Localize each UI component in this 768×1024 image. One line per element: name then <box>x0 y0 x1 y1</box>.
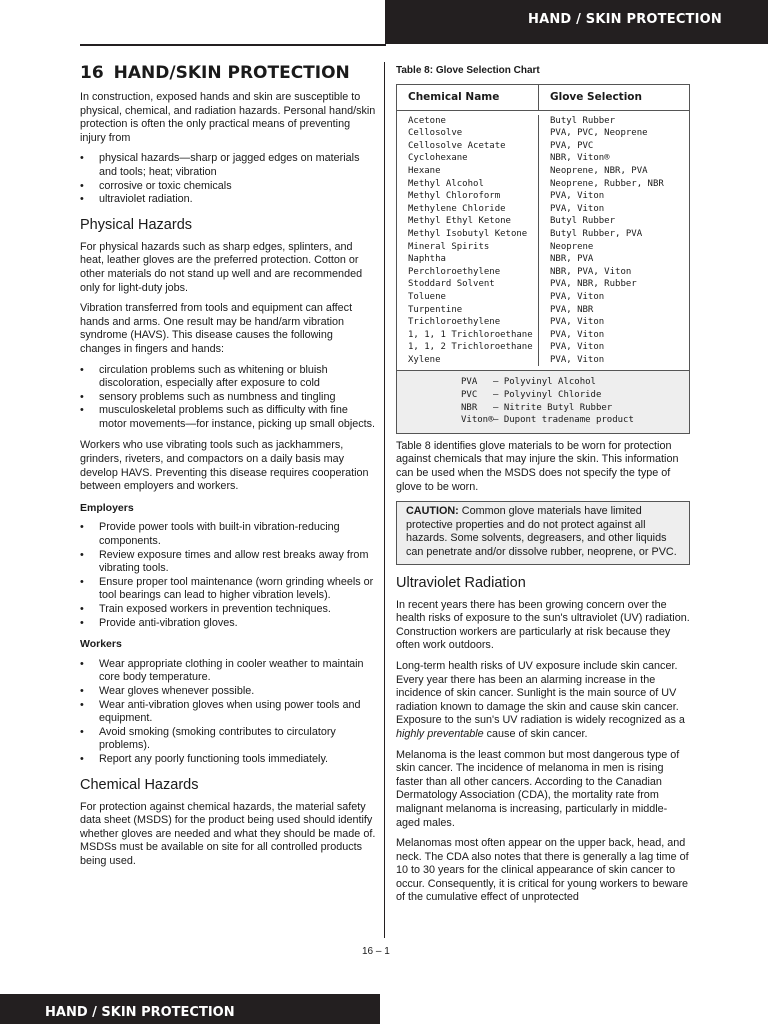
glove-selection-cell: NBR, PVA, Viton <box>550 266 632 277</box>
list-item: • Wear anti-vibration gloves when using power tools and equipment. <box>80 699 376 726</box>
glove-selection-table <box>396 84 690 434</box>
chemical-name-cell: Trichloroethylene <box>397 316 539 329</box>
chemical-name-cell: Mineral Spirits <box>397 241 539 254</box>
uv-paragraph-4: Melanomas most often appear on the upper back, head, and neck. The CDA also notes that there is generally a lag time of 10 to 30 years for the clinical appearance of skin cancer to occur. Consequently, it is critical for young workers to beware of the cumulative effect of unprotected <box>396 837 689 904</box>
glove-selection-cell: NBR, PVA <box>550 254 594 265</box>
table-row <box>397 140 689 153</box>
list-item: • Report any poorly functioning tools immediately. <box>80 753 376 767</box>
list-item: • corrosive or toxic chemicals <box>80 180 376 194</box>
legend-abbreviation: PVC <box>461 390 478 401</box>
chemical-name-cell: 1, 1, 2 Trichloroethane <box>397 341 539 354</box>
header-rule <box>80 44 386 46</box>
glove-selection-cell: PVA, PVC <box>550 140 594 151</box>
footer-title: HAND / SKIN PROTECTION <box>45 1005 235 1020</box>
chemical-name-cell: Cellosolve <box>397 127 539 140</box>
glove-selection-cell: NBR, Viton® <box>550 153 610 164</box>
glove-selection-cell: PVA, Viton <box>550 329 605 340</box>
chemical-name-cell: Methyl Alcohol <box>397 178 539 191</box>
employers-heading: Employers <box>80 501 134 514</box>
table-legend <box>397 371 689 432</box>
uv-paragraph-3: Melanoma is the least common but most dangerous type of skin cancer. The incidence of melanoma in men is rising faster than all other cancers. According to the Canadian Dermatology Association (CDA), the mortality rate from malignant melanoma is increasing, particularly in middle-aged males. <box>396 748 680 829</box>
uv-paragraph-2 <box>396 660 690 742</box>
chemical-name-cell: Methyl Chloroform <box>397 190 539 203</box>
table-row <box>397 115 689 128</box>
list-item: • physical hazards—sharp or jagged edges on materials and tools; heat; vibration <box>80 152 376 179</box>
table-row <box>397 304 689 317</box>
left-column <box>80 62 376 876</box>
column-header-chemical: Chemical Name <box>397 85 539 110</box>
caution-label: CAUTION: <box>406 505 459 518</box>
chemical-name-cell: Toluene <box>397 291 539 304</box>
table-row <box>397 266 689 279</box>
glove-selection-cell: PVA, Viton <box>550 191 605 202</box>
list-item: • Provide anti-vibration gloves. <box>80 617 376 631</box>
chemical-name-cell: Xylene <box>397 354 539 367</box>
physical-hazards-heading: Physical Hazards <box>80 216 193 233</box>
employers-list <box>80 521 376 630</box>
legend-definition: – Dupont tradename product <box>493 415 634 426</box>
glove-selection-cell: Butyl Rubber, PVA <box>550 228 643 239</box>
list-item: • Wear appropriate clothing in cooler weather to maintain core body temperature. <box>80 658 376 685</box>
glove-selection-cell: Neoprene, Rubber, NBR <box>550 178 664 189</box>
table-row <box>397 278 689 291</box>
workers-heading: Workers <box>80 638 122 651</box>
table-row <box>397 190 689 203</box>
page-number: 16 – 1 <box>362 946 390 957</box>
section-title <box>80 62 376 84</box>
glove-selection-cell: PVA, NBR, Rubber <box>550 279 637 290</box>
chemical-name-cell: Methylene Chloride <box>397 203 539 216</box>
table-row <box>397 341 689 354</box>
list-item: • Avoid smoking (smoking contributes to circulatory problems). <box>80 726 376 753</box>
table-row <box>397 178 689 191</box>
legend-abbreviation: Viton® <box>461 415 494 426</box>
table-row <box>397 241 689 254</box>
glove-selection-cell: PVA, Viton <box>550 354 605 365</box>
uv-paragraph-2a: Long-term health risks of UV exposure include skin cancer. Every year there has been an alarming increase in the incidence of skin cancer. Sunlight is the main source of UV radiation known to damage the skin and cause skin cancer. Exposure to the sun's UV radiation is widely recognized as a <box>396 659 685 727</box>
chemical-name-cell: Stoddard Solvent <box>397 278 539 291</box>
havs-symptoms-list <box>80 364 376 432</box>
chemical-name-cell: Acetone <box>397 115 539 128</box>
table-row <box>397 152 689 165</box>
chemical-name-cell: Methyl Ethyl Ketone <box>397 215 539 228</box>
table-row <box>397 354 689 367</box>
legend-definition: – Polyvinyl Alcohol <box>493 377 596 388</box>
glove-selection-cell: PVA, Viton <box>550 203 605 214</box>
uv-emphasis: highly preventable <box>396 727 484 740</box>
caution-text: Common glove materials have limited protective properties and do not protect against all hazards. Some solvents, degreasers, and other liquids can penetrate and/or dissolve rubber, neoprene, or PVC. <box>406 505 677 558</box>
glove-selection-cell: Neoprene, NBR, PVA <box>550 165 648 176</box>
list-item: • Wear gloves whenever possible. <box>80 685 376 699</box>
chemical-name-cell: Naphtha <box>397 253 539 266</box>
chemical-name-cell: Turpentine <box>397 304 539 317</box>
list-item: • Ensure proper tool maintenance (worn grinding wheels or tool bearings can lead to higher vibration levels). <box>80 576 376 603</box>
glove-selection-cell: PVA, NBR <box>550 304 594 315</box>
glove-selection-cell: PVA, PVC, Neoprene <box>550 128 648 139</box>
intro-list <box>80 152 376 206</box>
chemical-hazards-heading: Chemical Hazards <box>80 776 199 793</box>
chemical-name-cell: Perchloroethylene <box>397 266 539 279</box>
list-item: • Provide power tools with built-in vibration-reducing components. <box>80 521 376 548</box>
table-row <box>397 215 689 228</box>
legend-row <box>461 389 689 402</box>
physical-paragraph-1: For physical hazards such as sharp edges, splinters, and heat, leather gloves are the preferred protection. Cotton or other materials do not stand up well and are recommended only for light-duty jobs. <box>80 240 363 294</box>
uv-paragraph-1: In recent years there has been growing concern over the health risks of exposure to the sun's ultraviolet (UV) radiation. Construction workers are particularly at risk because they often work outdoors. <box>396 598 690 652</box>
legend-definition: – Polyvinyl Chloride <box>493 390 602 401</box>
list-item: • circulation problems such as whitening or bluish discoloration, especially after exposure to cold <box>80 364 376 391</box>
uv-heading: Ultraviolet Radiation <box>396 574 526 591</box>
glove-selection-cell: Butyl Rubber <box>550 216 616 227</box>
legend-definition: – Nitrite Butyl Rubber <box>493 402 613 413</box>
uv-paragraph-2b: cause of skin cancer. <box>483 727 588 740</box>
table-row <box>397 291 689 304</box>
table-note: Table 8 identifies glove materials to be worn for protection against chemicals that may injure the skin. This information can be used when the MSDS does not specify the type of glove to be worn. <box>396 439 679 493</box>
glove-selection-cell: PVA, Viton <box>550 342 605 353</box>
table-row <box>397 203 689 216</box>
list-item: • Train exposed workers in prevention techniques. <box>80 603 376 617</box>
intro-paragraph: In construction, exposed hands and skin are susceptible to physical, chemical, and radiation hazards. Personal hand/skin protection is often the only practical means of preventing injury from <box>80 91 376 144</box>
glove-selection-cell: Butyl Rubber <box>550 115 616 126</box>
table-row <box>397 329 689 342</box>
chemical-paragraph: For protection against chemical hazards, the material safety data sheet (MSDS) for the product being used should identify whether gloves are needed and what they should be made of. MSDSs must be available on site for all controlled products being used. <box>80 800 376 867</box>
table-header <box>397 85 689 111</box>
legend-row <box>461 402 689 415</box>
header-title: HAND / SKIN PROTECTION <box>527 12 722 27</box>
right-column <box>396 64 690 912</box>
chemical-name-cell: Cyclohexane <box>397 152 539 165</box>
section-title-text: HAND/SKIN PROTECTION <box>113 63 350 83</box>
section-number: 16 <box>80 63 104 83</box>
glove-selection-cell: PVA, Viton <box>550 291 605 302</box>
legend-row <box>461 414 689 427</box>
list-item: • sensory problems such as numbness and tingling <box>80 391 376 405</box>
table-row <box>397 127 689 140</box>
footer-bar <box>0 994 380 1024</box>
list-item: • ultraviolet radiation. <box>80 193 376 207</box>
legend-row <box>461 376 689 389</box>
caution-box <box>396 501 690 564</box>
chemical-name-cell: Cellosolve Acetate <box>397 140 539 153</box>
column-divider <box>384 62 385 938</box>
legend-abbreviation: PVA <box>461 377 478 388</box>
table-row <box>397 228 689 241</box>
table-row <box>397 316 689 329</box>
chemical-name-cell: Methyl Isobutyl Ketone <box>397 228 539 241</box>
header-bar <box>385 0 768 44</box>
physical-paragraph-2: Vibration transferred from tools and equipment can affect hands and arms. One result may be hand/arm vibration syndrome (HAVS). This disease causes the following changes in fingers and hands: <box>80 302 353 355</box>
glove-selection-cell: PVA, Viton <box>550 317 605 328</box>
legend-abbreviation: NBR <box>461 402 478 413</box>
table-body <box>397 111 689 372</box>
chemical-name-cell: Hexane <box>397 165 539 178</box>
list-item: • Review exposure times and allow rest breaks away from vibrating tools. <box>80 549 376 576</box>
list-item: • musculoskeletal problems such as difficulty with fine motor movements—for instance, picking up small objects. <box>80 404 376 431</box>
table-row <box>397 165 689 178</box>
table-row <box>397 253 689 266</box>
physical-paragraph-3: Workers who use vibrating tools such as jackhammers, grinders, riveters, and compactors on a daily basis may develop HAVS. Preventing this disease requires cooperation between employers and workers. <box>80 439 369 493</box>
workers-list <box>80 658 376 767</box>
glove-selection-cell: Neoprene <box>550 241 594 252</box>
column-header-glove: Glove Selection <box>550 90 642 103</box>
chemical-name-cell: 1, 1, 1 Trichloroethane <box>397 329 539 342</box>
table-caption: Table 8: Glove Selection Chart <box>396 65 540 76</box>
